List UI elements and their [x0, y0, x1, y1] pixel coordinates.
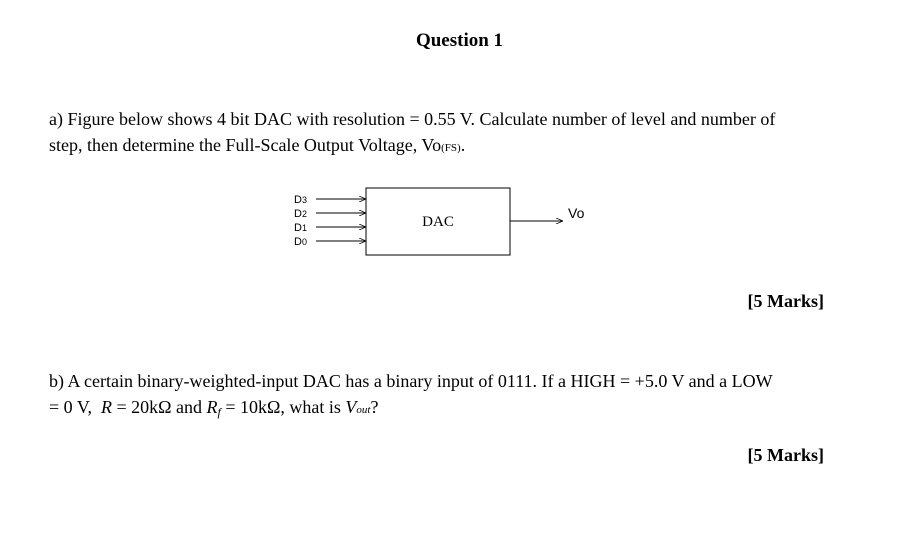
part-a-line-2-suffix: . — [460, 135, 466, 155]
input-d0-sub: 0 — [301, 237, 307, 247]
part-a-marks: [5 Marks] — [747, 291, 824, 311]
part-b-line-2 — [49, 394, 869, 425]
part-b-text — [49, 368, 869, 425]
input-d2-base: D — [294, 208, 302, 220]
part-a-line-2 — [49, 132, 869, 161]
input-label-d0 — [294, 236, 307, 248]
part-b-line-1: b) A certain binary-weighted-input DAC has a binary input of 0111. If a HIGH = +5.0 V and a LOW — [49, 371, 773, 391]
input-d1-base: D — [294, 222, 302, 234]
part-a-fs-subscript: (FS) — [441, 142, 461, 154]
input-d3-sub: 3 — [301, 195, 307, 205]
part-b-marks: [5 Marks] — [747, 445, 824, 465]
input-label-d2 — [294, 208, 307, 220]
input-d0-base: D — [294, 236, 302, 248]
input-arrows — [316, 199, 365, 241]
question-title: Question 1 — [415, 30, 504, 51]
vout-symbol: V — [345, 397, 357, 417]
question-suffix: ? — [370, 397, 379, 417]
input-labels — [294, 194, 307, 248]
part-a-line-2-prefix: step, then determine the Full-Scale Output Voltage, Vo — [49, 135, 442, 155]
r-symbol: R — [101, 397, 113, 417]
input-d2-sub: 2 — [301, 209, 307, 219]
dac-block-diagram — [280, 180, 585, 270]
rf-value: = 10kΩ, — [225, 397, 285, 417]
output-label: Vo — [568, 205, 585, 221]
rf-subscript: f — [217, 405, 221, 419]
question-prefix: what is — [289, 397, 341, 417]
part-a-line-1: a) Figure below shows 4 bit DAC with resolution = 0.55 V. Calculate number of level and number of — [49, 109, 776, 129]
part-b-low-value: = 0 V, — [49, 397, 93, 417]
vout-subscript: out — [356, 404, 371, 416]
input-d3-base: D — [294, 194, 302, 206]
rf-symbol: R — [206, 397, 218, 417]
input-label-d1 — [294, 222, 307, 234]
input-label-d3 — [294, 194, 307, 206]
part-a-text — [49, 106, 869, 161]
r-value: = 20kΩ and — [116, 397, 203, 417]
dac-block-label: DAC — [422, 214, 454, 230]
input-d1-sub: 1 — [301, 223, 307, 233]
